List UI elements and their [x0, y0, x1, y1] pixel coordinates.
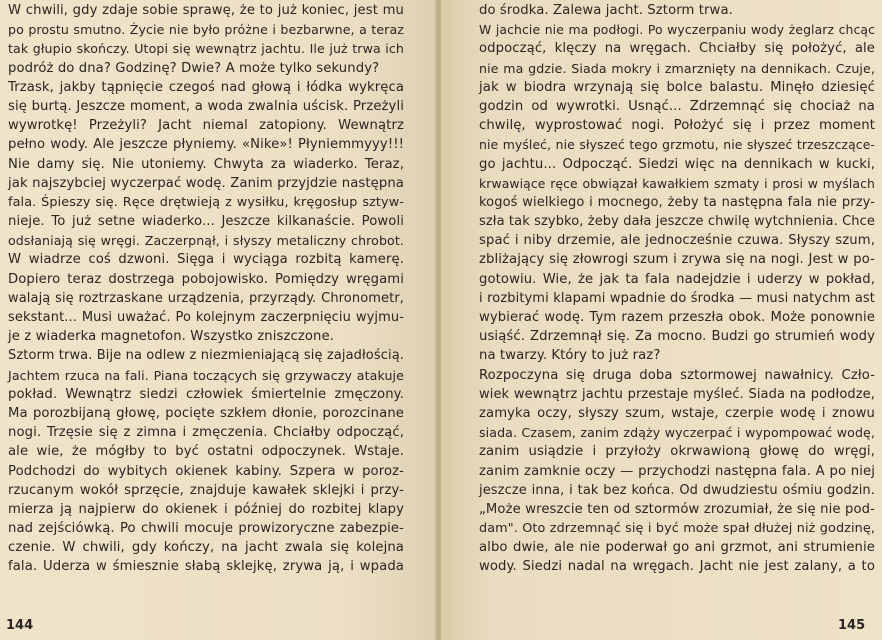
text-line: sekstant... Musi uważać. Po kolejnym zaczerpnięciu wyjmu-: [8, 310, 404, 325]
text-line: dam". Oto zdrzemnąć się i być może spał dłużej niż godzinę,: [479, 521, 875, 537]
text-line: Ma porozbijaną głowę, pocięte szkłem dłonie, porozcinane: [8, 405, 404, 421]
text-line: albo dwie, ale nie poderwał go ani grzmot, ani strumienie: [479, 540, 875, 556]
text-line: Nie damy się. Nie utoniemy. Chwyta za wiaderko. Teraz,: [8, 156, 404, 172]
text-line: do środka. Zalewa jacht. Sztorm trwa.: [479, 3, 733, 18]
text-line: Sztorm trwa. Bije na odlew z niezmieniającą się zajadłością.: [8, 348, 404, 364]
text-line: nad zejściówką. Po chwili mocuje prowizoryczne zabezpie-: [8, 521, 404, 537]
text-line: wiek wewnątrz jachtu przestaje myśleć. Siada na podłodze,: [479, 386, 875, 402]
text-line: odpocząć, klęczy na wręgach. Chciałby się położyć, ale: [479, 41, 875, 57]
text-line: Podchodzi do wybitych okienek kabiny. Szpera w poroz-: [8, 463, 404, 479]
text-line: po prostu smutno. Życie nie było próżne i bezbarwne, a teraz: [8, 22, 404, 38]
text-line: Trzask, jakby tąpnięcie czegoś nad głową i łódka wykręca: [8, 79, 404, 95]
text-line: i rozbitymi klapami wpadnie do środka — musi natychm ast: [479, 290, 875, 306]
text-line: czenie. W chwili, gdy kończy, na jacht zwala się kolejna: [8, 540, 404, 556]
left-page-text: [8, 1, 404, 577]
text-line: się burtą. Jeszcze moment, a woda zwalnia uścisk. Przeżyli: [8, 98, 404, 114]
text-line: jak najszybciej wyczerpać wodę. Zanim przyjdzie następna: [8, 175, 404, 191]
text-line: zanim zamknie oczy — przychodzi następna fala. A po niej: [479, 463, 875, 479]
left-page: [0, 0, 437, 640]
text-line: tak głupio skończy. Utopi się wewnątrz jachtu. Ile już trwa ich: [8, 41, 404, 57]
text-line: Rozpoczyna się druga doba sztormowej nawałnicy. Czło-: [479, 367, 875, 383]
text-line: „Może wreszcie ten od sztormów zrozumiał, że się nie pod-: [479, 501, 875, 517]
text-line: wywrotkę! Przeżyli? Jacht niemal zatopiony. Wewnątrz: [8, 118, 404, 134]
text-line: nie myśleć, nie słyszeć tego grzmotu, nie słyszeć trzeszczące-: [479, 137, 875, 153]
text-line: krwawiące ręce obwiązał kawałkiem szmaty i prosi w myślach: [479, 175, 875, 191]
page-number-right: 145: [838, 618, 866, 633]
text-line: wybierać wodę. Tym razem przeszła obok. Może ponownie: [479, 310, 875, 325]
text-line: fala. Śpieszy się. Ręce drętwieją z wysiłku, kręgosłup sztyw-: [8, 194, 404, 210]
text-line: Jachtem rzuca na fali. Piana toczących się grzywaczy atakuje: [8, 367, 404, 383]
text-line: na twarzy. Który to już raz?: [479, 348, 661, 364]
text-line: nogi. Trzęsie się z zimna i zmęczenia. Chciałby odpocząć,: [8, 425, 404, 441]
text-line: zamyka oczy, słyszy szum, wstaje, czerpie wodę i znowu: [479, 405, 875, 421]
text-line: walają się roztrzaskane urządzenia, przyrządy. Chronometr,: [8, 290, 404, 306]
text-line: siada. Czasem, zanim zdąży wyczerpać i wypompować wodę,: [479, 425, 875, 441]
text-line: fala. Uderza w śmiesznie słabą sklejkę, zrywa ją, i wpada: [8, 559, 404, 575]
text-line: nie ma gdzie. Siada mokry i zmarznięty na dennikach. Czuje,: [479, 60, 875, 76]
text-line: mierza ją najpierw do okienek i później do rozbitej klapy: [8, 501, 404, 517]
text-line: go jachtu... Odpocząć. Siedzi więc na dennikach w kucki,: [479, 156, 875, 172]
text-line: usiąść. Zdrzemnął się. Za mocno. Budzi go strumień wody: [479, 329, 875, 345]
text-line: podróż do dna? Godzinę? Dwie? A może tylko sekundy?: [8, 60, 380, 76]
text-line: W jachcie nie ma podłogi. Po wyczerpaniu wody żeglarz chcąc: [479, 22, 875, 38]
text-line: Dopiero teraz dostrzega pobojowisko. Pomiędzy wręgami: [8, 271, 404, 287]
right-page-text: [479, 1, 875, 577]
text-line: je z wiaderka magnetofon. Wszystko zniszczone.: [8, 329, 335, 345]
right-page: [441, 0, 882, 640]
text-line: odsłaniają się wręgi. Zaczerpnął, i słyszy metaliczny chrobot.: [8, 233, 404, 249]
text-line: zbliżający się złowrogi szum i zrywa się na nogi. Jest w po-: [479, 252, 875, 268]
text-line: jeszcze inna, i tak bez końca. Od dwudziestu ośmiu godzin.: [479, 482, 875, 498]
text-line: gotowiu. Wie, że jak ta fala nadejdzie i uderzy w pokład,: [479, 271, 875, 287]
text-line: pokład. Wewnątrz siedzi człowiek śmiertelnie zmęczony.: [8, 386, 404, 402]
text-line: jak w biodra wrzynają się bolce balastu. Minęło dziesięć: [479, 79, 875, 95]
text-line: chwilę, wyprostować nogi. Położyć się i przez moment: [479, 118, 875, 134]
text-line: W chwili, gdy zdaje sobie sprawę, że to już koniec, jest mu: [8, 3, 404, 18]
text-line: zanim usiądzie i przyłoży okrwawioną głowę do wręgi,: [479, 444, 875, 460]
text-line: nieje. To już setne wiaderko... Jeszcze kilkanaście. Powoli: [8, 214, 404, 230]
page-number-left: 144: [6, 618, 34, 633]
text-line: spać i niby drzemie, ale jednocześnie czuwa. Słyszy szum,: [479, 233, 875, 249]
text-line: szła tak szybko, żeby dała jeszcze chwilę wytchnienia. Chce: [479, 214, 875, 230]
text-line: rzucanym wokół sprzęcie, znajduje kawałek sklejki i przy-: [8, 482, 404, 498]
text-line: W wiadrze coś dzwoni. Sięga i wyciąga rozbitą kamerę.: [8, 252, 404, 268]
text-line: ale wie, że mógłby to być ostatni odpoczynek. Wstaje.: [8, 444, 404, 460]
text-line: godzin od wywrotki. Usnąć... Zdrzemnąć się chociaż na: [479, 98, 875, 114]
text-line: kogoś wielkiego i mocnego, żeby ta następna fala nie przy-: [479, 194, 875, 210]
text-line: pełno wody. Ale jeszcze płyniemy. «Nike»! Płyniemmyyy!!!: [8, 137, 404, 153]
text-line: wody. Siedzi nadal na wręgach. Jacht nie jest zalany, a to: [479, 559, 875, 575]
